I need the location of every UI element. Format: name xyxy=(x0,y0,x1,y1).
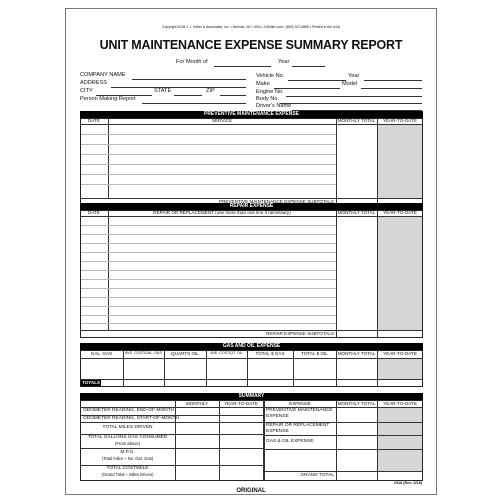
repair-subtotal-rule xyxy=(80,330,423,331)
grand-total-label: GRAND TOTAL xyxy=(300,473,334,478)
summary-repair-label: REPAIR OR REPLACEMENT xyxy=(266,423,330,428)
body-no-field[interactable] xyxy=(280,103,422,104)
pm-subtotal-label: PREVENTIVE MAINTENANCE EXPENSE SUBTOTALS xyxy=(219,198,334,204)
copy-label: ORIGINAL xyxy=(236,488,266,494)
gas-header-rule xyxy=(80,358,423,359)
summary-row-rule xyxy=(264,471,423,472)
year-label: Year xyxy=(278,59,290,65)
gas-col-monthly-total: MONTHLY TOTAL xyxy=(337,351,376,356)
expense-report-form xyxy=(65,8,437,495)
summary-col-expense: EXPENSE xyxy=(289,401,311,406)
state-label: STATE xyxy=(154,88,172,94)
engine-no-field[interactable] xyxy=(286,96,422,97)
vehicle-no-label: Vehicle No. xyxy=(256,73,285,79)
summary-center-divider xyxy=(263,400,265,481)
zip-label: ZIP xyxy=(206,88,215,94)
repair-subtotal-label: REPAIR EXPENSE SUBTOTALS xyxy=(266,331,334,336)
cost-per-mile-label: TOTAL COST/MILE xyxy=(106,466,149,471)
gas-ytd-shading xyxy=(377,358,422,379)
summary-row-rule xyxy=(264,449,423,450)
summary-col-monthly: MONTHLY xyxy=(185,401,209,406)
gas-col-total-gas: TOTAL $ GAS xyxy=(255,351,285,356)
summary-pm-label: PREVENTIVE MAINTENANCE xyxy=(266,408,333,413)
pm-col-ytd: YEAR-TO-DATE xyxy=(383,118,417,123)
pm-entry-line[interactable] xyxy=(81,134,336,135)
summary-col-divider xyxy=(336,400,337,481)
summary-col-monthly-total: MONTHLY TOTAL xyxy=(337,401,376,406)
total-miles-label: TOTAL MILES DRIVEN xyxy=(102,425,153,430)
state-field[interactable] xyxy=(174,95,202,96)
repair-entry-line[interactable] xyxy=(81,288,336,289)
zip-field[interactable] xyxy=(220,95,246,96)
pm-col-divider xyxy=(108,118,109,198)
pm-entry-line[interactable] xyxy=(81,154,336,155)
person-making-report-label: Person Making Report xyxy=(80,96,136,102)
cost-per-mile-note: (Grand Total ÷ Miles Driven) xyxy=(101,472,154,477)
summary-repair-label-2: EXPENSE xyxy=(266,429,289,434)
for-month-label: For Month of xyxy=(176,59,208,65)
vehicle-no-field[interactable] xyxy=(288,80,346,81)
repair-col-description: REPAIR OR REPLACEMENT (use more than one line if necessary) xyxy=(153,210,291,215)
repair-header-rule xyxy=(80,216,423,217)
summary-col-divider xyxy=(219,400,220,481)
summary-row-rule xyxy=(80,422,263,423)
repair-col-ytd: YEAR-TO-DATE xyxy=(383,210,417,215)
make-label: Make xyxy=(256,81,270,87)
address-label: ADDRESS xyxy=(80,80,108,86)
pm-entry-line[interactable] xyxy=(81,184,336,185)
summary-col-divider xyxy=(175,400,176,481)
repair-entry-line[interactable] xyxy=(81,270,336,271)
vehicle-year-field[interactable] xyxy=(364,80,422,81)
summary-pm-label-2: EXPENSE xyxy=(266,414,289,419)
summary-gas-oil-label: GAS & OIL EXPENSE xyxy=(266,439,314,444)
odometer-end-label: ODOMETER READING, END-OF-MONTH xyxy=(83,408,175,413)
form-number: 1918 (Rev. 3/18) xyxy=(393,481,422,485)
repair-entry-line[interactable] xyxy=(81,279,336,280)
repair-entry-line[interactable] xyxy=(81,323,336,324)
drivers-name-label: Driver's Name xyxy=(256,103,292,109)
repair-col-monthly-total: MONTHLY TOTAL xyxy=(337,210,376,215)
pm-entry-line[interactable] xyxy=(81,164,336,165)
pm-entry-line[interactable] xyxy=(81,174,336,175)
pm-entry-line[interactable] xyxy=(81,144,336,145)
total-gallons-label: TOTAL GALLONS GAS CONSUMED xyxy=(87,435,168,440)
pm-col-date: DATE xyxy=(88,118,100,123)
pm-ytd-shading xyxy=(377,124,422,198)
copyright-line: Copyright 2018 J. J. Keller & Associates, Inc. • Neenah, WI • USA • JJKeller.com • (800) 327-6868 • Printed in the USA xyxy=(162,25,340,29)
summary-ytd-shading xyxy=(378,407,422,471)
mpg-note: (Total miles ÷ No. Gal. Gas) xyxy=(101,456,154,461)
repair-col-divider xyxy=(377,210,378,338)
model-field[interactable] xyxy=(361,88,422,89)
repair-entry-line[interactable] xyxy=(81,306,336,307)
repair-ytd-shading xyxy=(377,216,422,330)
for-month-field[interactable] xyxy=(214,66,271,67)
repair-col-date: DATE xyxy=(88,210,100,215)
summary-col-divider xyxy=(377,400,378,481)
person-making-report-field[interactable] xyxy=(142,103,246,104)
gas-oil-section-bar: GAS AND OIL EXPENSE xyxy=(80,343,423,350)
pm-col-divider xyxy=(336,118,337,205)
year-field[interactable] xyxy=(292,66,325,67)
engine-no-label: Engine No. xyxy=(256,89,284,95)
pm-col-monthly-total: MONTHLY TOTAL xyxy=(337,118,376,123)
repair-section-bar: REPAIR EXPENSE xyxy=(80,203,423,210)
summary-row-rule xyxy=(264,435,423,436)
repair-entry-line[interactable] xyxy=(81,261,336,262)
gas-col-quarts-oil: QUARTS OIL xyxy=(171,351,199,356)
pm-table xyxy=(80,118,423,205)
gas-col-gal-gas: GAL. GAS xyxy=(90,351,113,356)
pm-section-bar: PREVENTIVE MAINTENANCE EXPENSE xyxy=(80,111,423,118)
city-label: CITY xyxy=(80,88,93,94)
summary-row-rule xyxy=(80,448,263,449)
total-gallons-note: (From above) xyxy=(114,441,141,446)
gas-col-total-oil: TOTAL $ OIL xyxy=(301,351,328,356)
repair-entry-line[interactable] xyxy=(81,225,336,226)
repair-entry-line[interactable] xyxy=(81,243,336,244)
company-name-label: COMPANY NAME xyxy=(80,72,126,78)
report-title: UNIT MAINTENANCE EXPENSE SUMMARY REPORT xyxy=(99,38,403,52)
gas-totals-label: TOTALS xyxy=(82,379,100,385)
gas-col-ave-cost-qt: AVE. COST/QT. OIL xyxy=(210,351,243,355)
pm-header-rule xyxy=(80,124,423,125)
model-label: Model xyxy=(342,81,358,87)
gas-col-ave-cost-gal: AVE. COST/GAL. GAS xyxy=(125,351,162,355)
pm-col-divider xyxy=(377,118,378,205)
summary-col-ytd-left: YEAR-TO-DATE xyxy=(224,401,258,406)
vehicle-year-label: Year xyxy=(348,73,360,79)
repair-entry-line[interactable] xyxy=(81,234,336,235)
repair-entry-line[interactable] xyxy=(81,297,336,298)
repair-entry-line[interactable] xyxy=(81,252,336,253)
gas-col-ytd: YEAR-TO-DATE xyxy=(383,351,417,356)
mpg-label: M.P.G. xyxy=(120,450,135,455)
odometer-start-label: ODOMETER READING, START-OF-MONTH xyxy=(83,415,180,421)
address-field[interactable] xyxy=(111,87,246,88)
summary-section-bar: SUMMARY xyxy=(80,393,423,400)
body-no-label: Body No. xyxy=(256,96,280,102)
repair-entry-line[interactable] xyxy=(81,315,336,316)
repair-col-divider xyxy=(336,210,337,338)
gas-totals-rule xyxy=(80,379,423,380)
summary-col-ytd-right: YEAR-TO-DATE xyxy=(383,401,417,406)
company-name-field[interactable] xyxy=(132,79,246,80)
repair-table xyxy=(80,210,423,338)
pm-col-service: SERVICE xyxy=(211,118,233,123)
